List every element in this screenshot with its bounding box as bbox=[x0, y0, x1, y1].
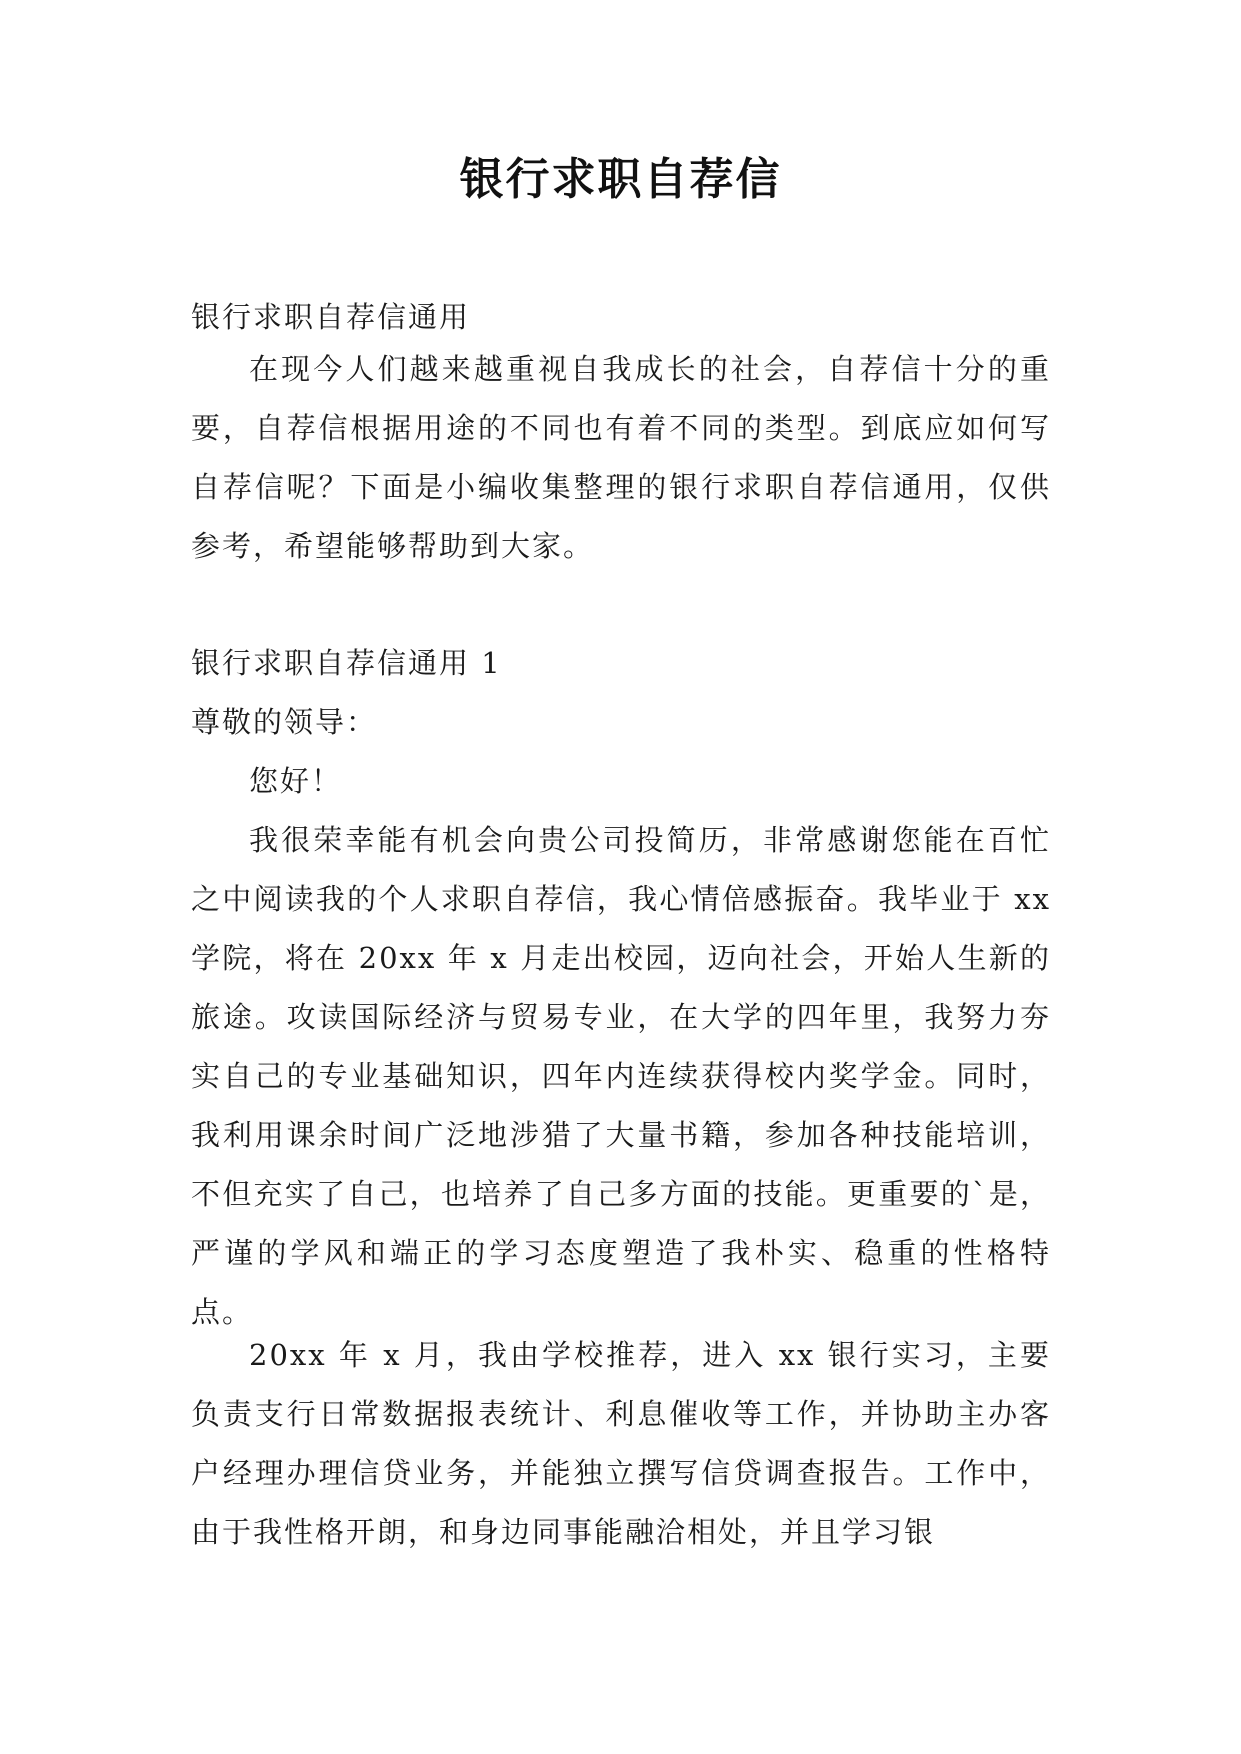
greeting: 您好！ bbox=[249, 764, 343, 798]
intro-paragraph: 在现今人们越来越重视自我成长的社会，自荐信十分的重要，自荐信根据用途的不同也有着不同的类型。到底应如何写自荐信呢？下面是小编收集整理的银行求职自荐信通用，仅供参考，希望能够帮助到大家。 bbox=[191, 352, 1051, 563]
body-paragraph-2: 20xx 年 x 月，我由学校推荐，进入 xx 银行实习，主要负责支行日常数据报表统计、利息催收等工作，并协助主办客户经理办理信贷业务，并能独立撰写信贷调查报告。工作中，由于我性格开朗，和身边同事能融洽相处，并且学习银 bbox=[191, 1338, 1051, 1549]
document-title: 银行求职自荐信 bbox=[459, 154, 782, 205]
body-paragraph-1: 我很荣幸能有机会向贵公司投简历，非常感谢您能在百忙之中阅读我的个人求职自荐信，我心情倍感振奋。我毕业于 xx 学院，将在 20xx 年 x 月走出校园，迈向社会，开始人生新的旅途。攻读国际经济与贸易专业，在大学的四年里，我努力夯实自己的专业基础知识，四年内连续获得校内奖学金。同时，我利用课余时间广泛地涉猎了大量书籍，参加各种技能培训，不但充实了自己，也培养了自己多方面的技能。更重要的`是，严谨的学风和端正的学习态度塑造了我朴实、稳重的性格特点。 bbox=[191, 823, 1051, 1329]
document-subtitle: 银行求职自荐信通用 bbox=[191, 300, 471, 334]
salutation: 尊敬的领导： bbox=[191, 705, 378, 739]
section-heading: 银行求职自荐信通用 1 bbox=[191, 646, 502, 680]
